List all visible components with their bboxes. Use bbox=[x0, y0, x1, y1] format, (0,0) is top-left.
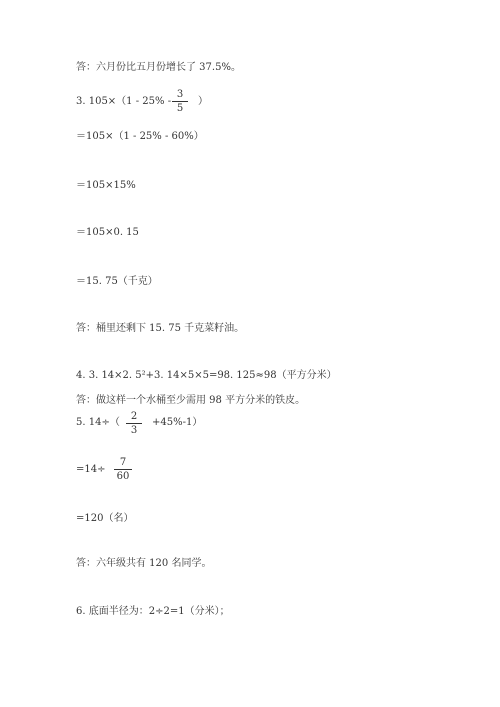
problem-3-line: 3. 105×（1 - 25% - bbox=[76, 96, 172, 107]
problem-6-line: 6. 底面半径为：2÷2=1（分米）； bbox=[76, 606, 230, 617]
problem-5-rest: +45%-1） bbox=[152, 417, 203, 428]
step-line-5: =14÷ bbox=[76, 464, 106, 475]
fraction-numerator: 3 bbox=[176, 89, 184, 100]
fraction-3-5 bbox=[172, 89, 188, 114]
fraction-denominator: 60 bbox=[116, 471, 130, 482]
fraction-2-3 bbox=[126, 411, 142, 436]
answer-line-2: 答：桶里还剩下 15. 75 千克菜籽油。 bbox=[76, 323, 245, 334]
problem-4-line: 4. 3. 14×2. 5²+3. 14×5×5=98. 125≈98（平方分米） bbox=[76, 370, 337, 381]
fraction-7-60 bbox=[114, 457, 132, 482]
fraction-bar bbox=[172, 101, 188, 102]
step-line-6: =120（名） bbox=[76, 513, 134, 524]
fraction-numerator: 2 bbox=[130, 411, 138, 422]
step-line-3: ＝105×0. 15 bbox=[76, 227, 139, 238]
answer-line-3: 答：做这样一个水桶至少需用 98 平方分米的铁皮。 bbox=[76, 395, 306, 406]
fraction-numerator: 7 bbox=[119, 457, 127, 468]
fraction-bar bbox=[126, 423, 142, 424]
answer-line-1: 答：六月份比五月份增长了 37.5%。 bbox=[76, 62, 241, 73]
fraction-denominator: 5 bbox=[176, 103, 184, 114]
problem-3-close: ） bbox=[198, 96, 208, 107]
problem-5-line: 5. 14÷（ bbox=[76, 417, 120, 428]
step-line-1: ＝105×（1 - 25% - 60%） bbox=[76, 131, 204, 142]
fraction-bar bbox=[114, 469, 132, 470]
answer-line-4: 答：六年级共有 120 名同学。 bbox=[76, 558, 212, 569]
step-line-4: ＝15. 75（千克） bbox=[76, 276, 158, 287]
step-line-2: ＝105×15% bbox=[76, 180, 136, 191]
fraction-denominator: 3 bbox=[130, 425, 138, 436]
